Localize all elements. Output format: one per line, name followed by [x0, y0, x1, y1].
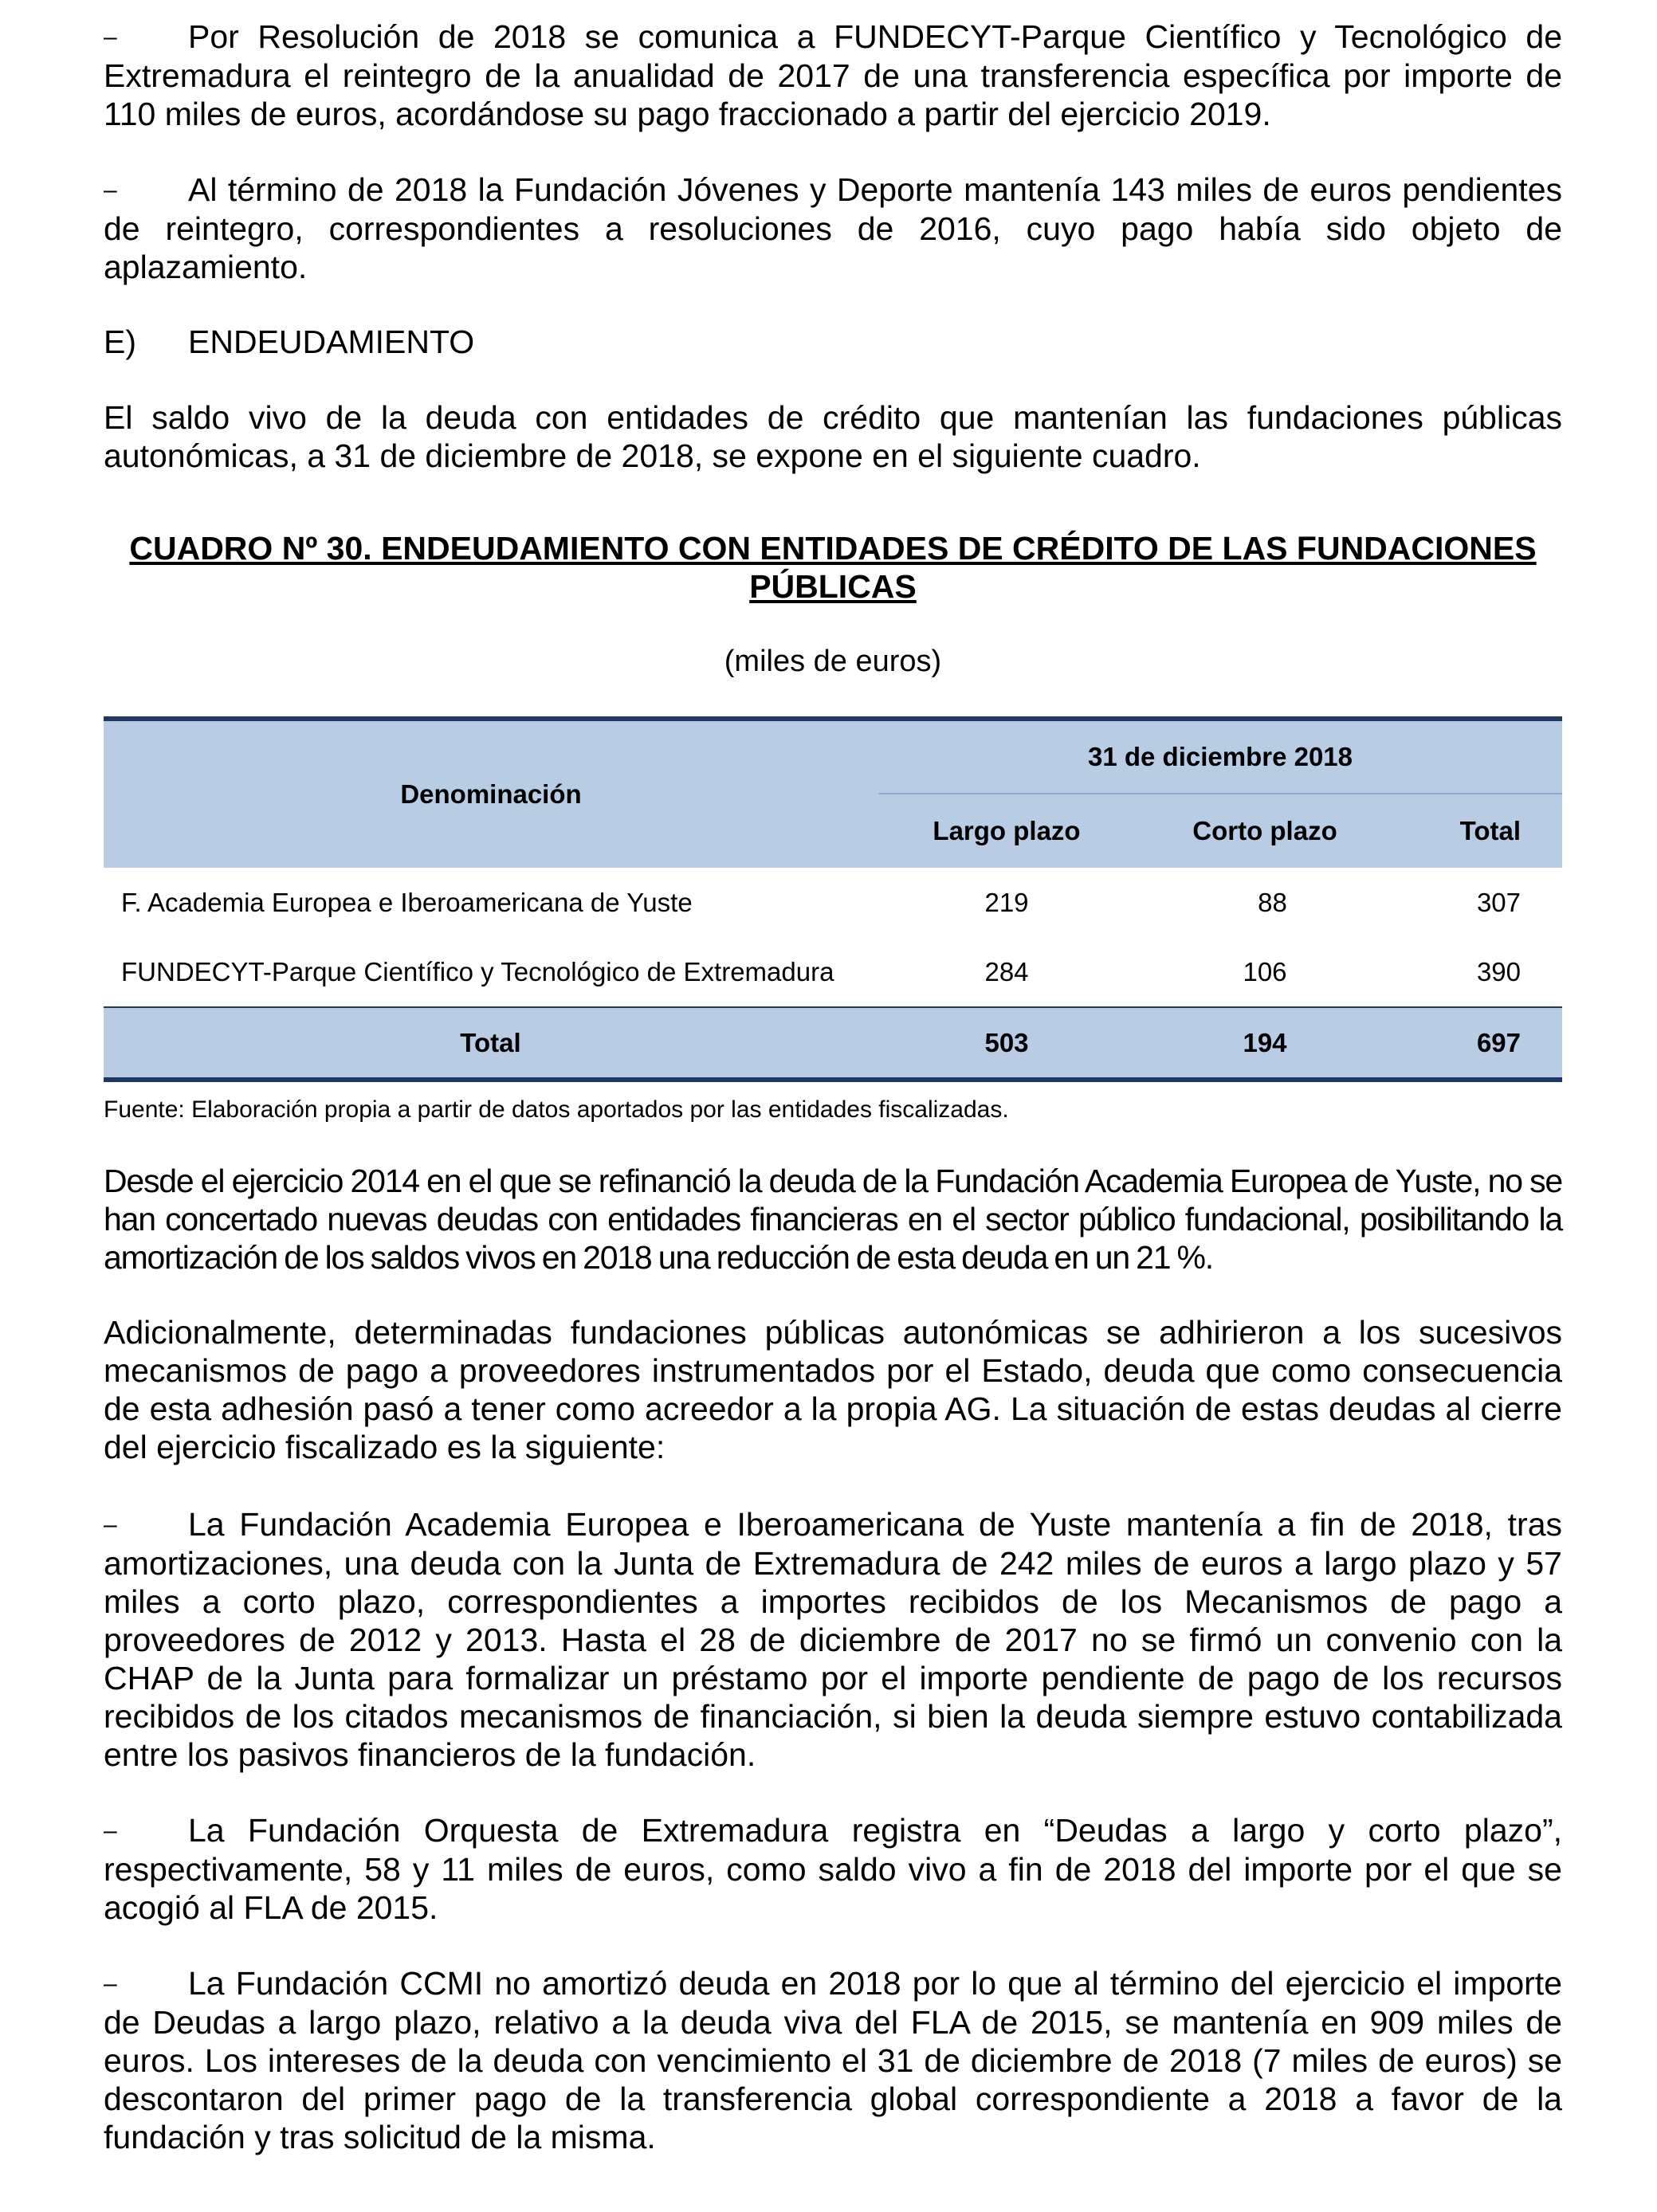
row-total: 390: [1476, 956, 1521, 986]
total-corto: 194: [1135, 1007, 1395, 1080]
dash-bullet: –: [104, 24, 117, 50]
total-total: 697: [1395, 1007, 1562, 1080]
row-total: 307: [1476, 887, 1521, 917]
row-name: FUNDECYT-Parque Científico y Tecnológico de Extremadura: [121, 956, 834, 986]
section-title: ENDEUDAMIENTO: [188, 324, 475, 360]
paragraph-orquesta: [104, 1811, 1562, 1927]
paragraph-text: Por Resolución de 2018 se comunica a FUNDECYT-Parque Científico y Tecnológico de Extremadura el reintegro de la anualidad de 2017 de una transferencia específica por importe de 110 miles de euros, acordándose su pago fraccionado a partir del ejercicio 2019.: [104, 18, 1562, 132]
row-name: F. Academia Europea e Iberoamericana de Yuste: [121, 887, 693, 917]
table-source: Fuente: Elaboración propia a partir de datos aportados por las entidades fiscalizadas.: [104, 1096, 1009, 1123]
paragraph-text: Al término de 2018 la Fundación Jóvenes y Deporte mantenía 143 miles de euros pendientes de reintegro, correspondientes a resoluciones de 2016, cuyo pago había sido objeto de aplazamiento.: [104, 171, 1562, 285]
dash-bullet: –: [104, 1512, 117, 1538]
intro-paragraph: El saldo vivo de la deuda con entidades de crédito que mantenían las fundaciones públicas autonómicas, a 31 de diciembre de 2018, se expone en el siguiente cuadro.: [104, 399, 1562, 474]
row-largo: 284: [984, 956, 1029, 986]
total-label: Total: [104, 1007, 878, 1080]
paragraph-adicionalmente: Adicionalmente, determinadas fundaciones públicas autonómicas se adhirieron a los sucesivos mecanismos de pago a proveedores instrumentados por el Estado, deuda que como consecuencia de esta adhesión pasó a tener como acreedor a la propia AG. La situación de estas deudas al cierre del ejercicio fiscalizado es la siguiente:: [104, 1314, 1562, 1465]
section-heading: [104, 323, 474, 361]
row-corto: 106: [1243, 956, 1287, 986]
table-title: CUADRO Nº 30. ENDEUDAMIENTO CON ENTIDADES DE CRÉDITO DE LAS FUNDACIONES PÚBLICAS: [129, 530, 1537, 605]
paragraph-ccmi: [104, 1964, 1562, 2156]
paragraph-yuste-deuda: [104, 1505, 1562, 1774]
dash-bullet: –: [104, 1971, 117, 1997]
header-date-group: 31 de diciembre 2018: [878, 719, 1562, 794]
table-row: [104, 937, 1562, 1007]
table-units: (miles de euros): [724, 645, 942, 678]
header-largo-plazo: Largo plazo: [878, 794, 1135, 868]
row-largo: 219: [984, 887, 1029, 917]
table-total-row: [104, 1007, 1562, 1080]
paragraph-text: La Fundación Orquesta de Extremadura registra en “Deudas a largo y corto plazo”, respectivamente, 58 y 11 miles de euros, como saldo vivo a fin de 2018 del importe por el que se acogió al FLA de 2015.: [104, 1812, 1562, 1926]
header-denominacion: Denominación: [104, 719, 878, 868]
table-row: [104, 868, 1562, 937]
row-corto: 88: [1258, 887, 1287, 917]
section-letter: E): [104, 324, 136, 360]
paragraph-jovenes-deporte: [104, 171, 1562, 286]
paragraph-text: La Fundación CCMI no amortizó deuda en 2018 por lo que al término del ejercicio el importe de Deudas a largo plazo, relativo a la deuda viva del FLA de 2015, se mantenía en 909 miles de euros. Los intereses de la deuda con vencimiento el 31 de diciembre de 2018 (7 miles de euros) se descontaron del primer pago de la transferencia global correspondiente a 2018 a favor de la fundación y tras solicitud de la misma.: [104, 1965, 1562, 2155]
paragraph-refinanciacion: Desde el ejercicio 2014 en el que se refinanció la deuda de la Fundación Academia Europea de Yuste, no se han concertado nuevas deudas con entidades financieras en el sector público fundacional, posibilitando la amortización de los saldos vivos en 2018 una reducción de esta deuda en un 21 %.: [104, 1163, 1562, 1276]
dash-bullet: –: [104, 177, 117, 203]
header-total: Total: [1395, 794, 1562, 868]
header-corto-plazo: Corto plazo: [1135, 794, 1395, 868]
debt-table: [104, 716, 1562, 1082]
dash-bullet: –: [104, 1818, 117, 1844]
paragraph-text: La Fundación Academia Europea e Iberoamericana de Yuste mantenía a fin de 2018, tras amortizaciones, una deuda con la Junta de Extremadura de 242 miles de euros a largo plazo y 57 miles a corto plazo, correspondientes a importes recibidos de los Mecanismos de pago a proveedores de 2012 y 2013. Hasta el 28 de diciembre de 2017 no se firmó un convenio con la CHAP de la Junta para formalizar un préstamo por el importe pendiente de pago de los recursos recibidos de los citados mecanismos de financiación, si bien la deuda siempre estuvo contabilizada entre los pasivos financieros de la fundación.: [104, 1506, 1562, 1773]
total-largo: 503: [878, 1007, 1135, 1080]
paragraph-fundecyt-reintegro: [104, 18, 1562, 133]
